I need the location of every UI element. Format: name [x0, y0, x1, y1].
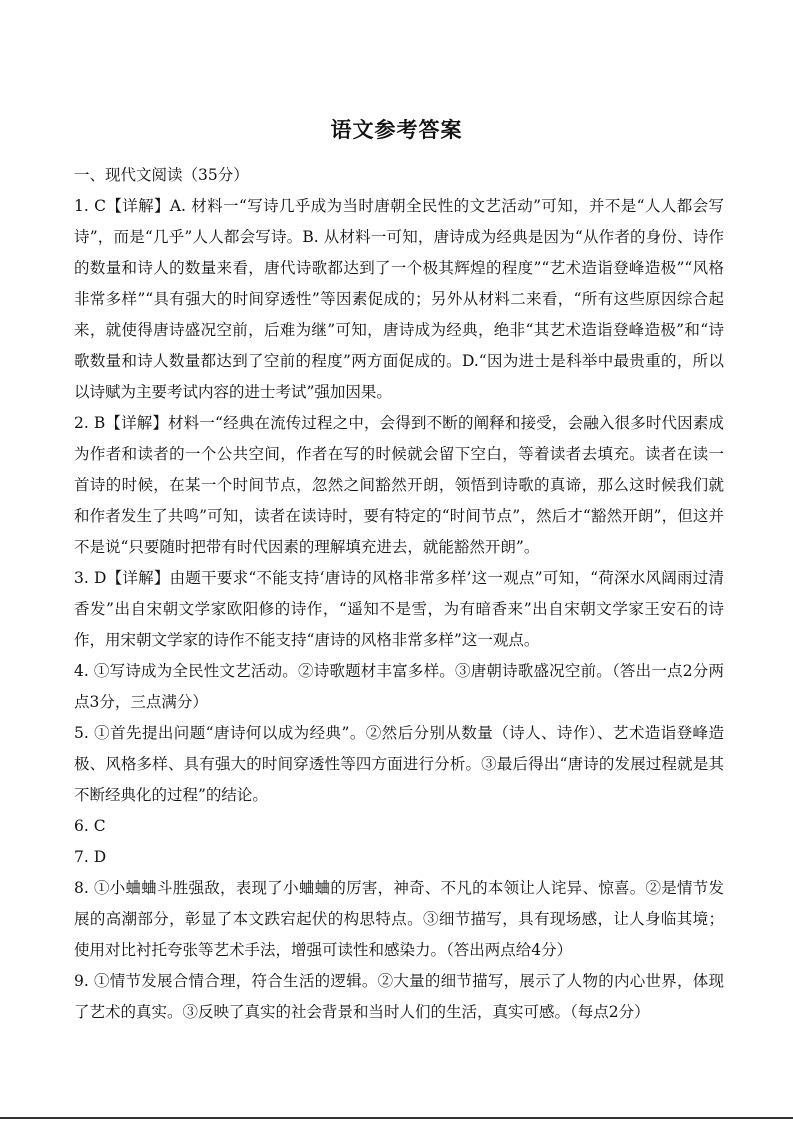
answer-item-9: 9. ①情节发展合情合理，符合生活的逻辑。②大量的细节描写，展示了人物的内心世界，体现了艺术的真实。③反映了真实的社会背景和当时人们的生活，真实可感。（每点2分）: [74, 972, 724, 1021]
bottom-divider: [0, 1117, 793, 1119]
answer-item-3: 3. D【详解】由题干要求“不能支持‘唐诗的风格非常多样’这一观点”可知，“荷深水风阔雨过清香发”出自宋朝文学家欧阳修的诗作，“遥知不是雪，为有暗香来”出自宋朝文学家王安石的诗作，用宋朝文学家的诗作不能支持“唐诗的风格非常多样”这一观点。: [74, 569, 724, 649]
answer-item-7: 7. D: [74, 848, 107, 866]
answer-item-6: 6. C: [74, 817, 106, 835]
answer-item-5: 5. ①首先提出问题“唐诗何以成为经典”。②然后分别从数量（诗人、诗作）、艺术造诣登峰造极、风格多样、具有强大的时间穿透性等四方面进行分析。③最后得出“唐诗的发展过程就是其不断经典化的过程”的结论。: [74, 724, 724, 804]
answer-content: [74, 160, 724, 1028]
answer-item-1: 1. C【详解】A. 材料一“写诗几乎成为当时唐朝全民性的文艺活动”可知，并不是“人人都会写诗”，而是“几乎”人人都会写诗。B. 从材料一可知，唐诗成为经典是因为“从作者的身份、诗作的数量和诗人的数量来看，唐代诗歌都达到了一个极其辉煌的程度”“艺术造诣登峰造极”“风格非常多样”“具有强大的时间穿透性”等因素促成的；另外从材料二来看，“所有这些原因综合起来，就使得唐诗盛况空前，后难为继”可知，唐诗成为经典，绝非“其艺术造诣登峰造极”和“诗歌数量和诗人数量都达到了空前的程度”两方面促成的。D.“因为进士是科举中最贵重的，所以以诗赋为主要考试内容的进士考试”强加因果。: [74, 197, 724, 401]
answer-item-2: 2. B【详解】材料一“经典在流传过程之中，会得到不断的阐释和接受，会融入很多时代因素成为作者和读者的一个公共空间，作者在写的时候就会留下空白，等着读者去填充。读者在读一首诗的时候，在某一个时间节点，忽然之间豁然开朗，领悟到诗歌的真谛，那么这时候我们就和作者发生了共鸣”可知，读者在读诗时，要有特定的“时间节点”，然后才“豁然开朗”，但这并不是说“只要随时把带有时代因素的理解填充进去，就能豁然开朗”。: [74, 414, 724, 556]
page-title: 语文参考答案: [330, 117, 463, 142]
answer-item-4: 4. ①写诗成为全民性文艺活动。②诗歌题材丰富多样。③唐朝诗歌盛况空前。（答出一点2分两点3分，三点满分）: [74, 662, 724, 711]
answer-item-8: 8. ①小蛐蛐斗胜强敌，表现了小蛐蛐的厉害，神奇、不凡的本领让人诧异、惊喜。②是情节发展的高潮部分，彰显了本文跌宕起伏的构思特点。③细节描写，具有现场感，让人身临其境；使用对比衬托夸张等艺术手法，增强可读性和感染力。（答出两点给4分）: [74, 879, 724, 959]
section-heading: 一、现代文阅读（35分）: [74, 166, 249, 184]
